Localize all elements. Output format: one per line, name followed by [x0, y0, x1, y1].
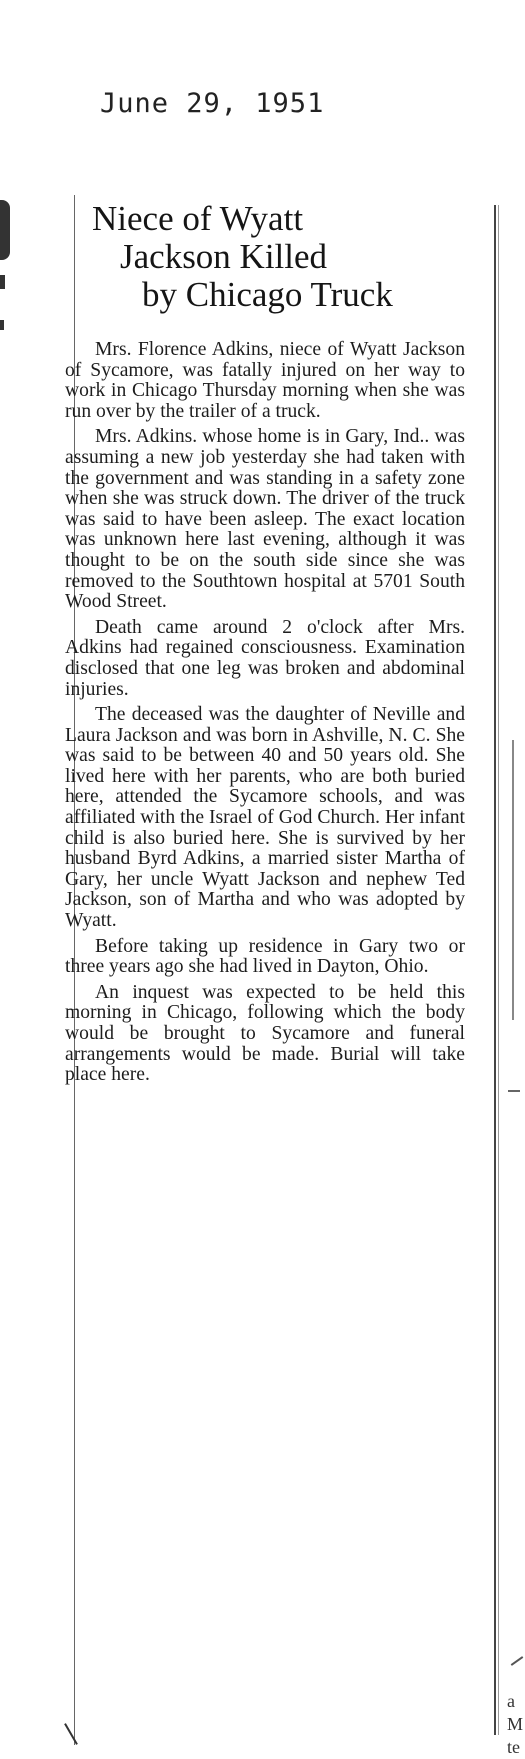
adjacent-column-fragment: a [507, 1691, 515, 1711]
article-paragraph: Mrs. Adkins. whose home is in Gary, Ind.. was assuming a new job yesterday she had taken with the government and was standing in a safety zone when she was struck down. The driver of the truck was said to have been asleep. The exact location was unknown here last evening, although it was thought to be on the south side since she was removed to the Southtown hospital at 5701 South Wood Street. [65, 426, 465, 613]
crop-mark [64, 1723, 78, 1745]
article-paragraph: Before taking up residence in Gary two or three years ago she had lived in Dayton, Ohio. [65, 935, 465, 978]
left-edge-mark [0, 200, 10, 260]
article-paragraph: An inquest was expected to be held this morning in Chicago, following which the body would be brought to Sycamore and funeral arrangements would be made. Burial will take place here. [65, 981, 465, 1086]
column-divider [494, 205, 496, 1735]
column-divider-shadow [498, 205, 499, 1735]
headline-line-3: by Chicago Truck [142, 275, 393, 314]
left-edge-mark [0, 320, 4, 330]
article-paragraph: The deceased was the daughter of Neville and Laura Jackson and was born in Ashville, N. C. She was said to be between 40 and 50 years old. She lived here with her parents, who are both buried here, attended the Sycamore schools, and was affiliated with the Israel of God Church. Her infant child is also buried here. She is survived by her husband Byrd Adkins, a married sister Martha of Gary, her uncle Wyatt Jackson and nephew Ted Jackson, son of Martha and who was adopted by Wyatt. [65, 704, 465, 932]
headline-line-2: Jackson Killed [120, 237, 328, 276]
article-paragraph: Death came around 2 o'clock after Mrs. Adkins had regained consciousness. Examination disclosed that one leg was broken and abdominal injuries. [65, 616, 465, 700]
right-edge-mark [508, 1090, 520, 1092]
adjacent-column-fragment: M [507, 1714, 524, 1734]
article-paragraph: Mrs. Florence Adkins, niece of Wyatt Jackson of Sycamore, was fatally injured on her way to work in Chicago Thursday morning when she was run over by the trailer of a truck. [65, 339, 465, 422]
adjacent-column-fragment: te [507, 1737, 520, 1757]
left-edge-mark [0, 275, 5, 289]
right-edge-mark [512, 740, 514, 1020]
article-headline [92, 200, 482, 314]
article-body [65, 340, 465, 1091]
headline-line-1: Niece of Wyatt [92, 199, 304, 238]
clipping-date: June 29, 1951 [100, 88, 325, 119]
right-edge-mark [511, 1656, 524, 1666]
